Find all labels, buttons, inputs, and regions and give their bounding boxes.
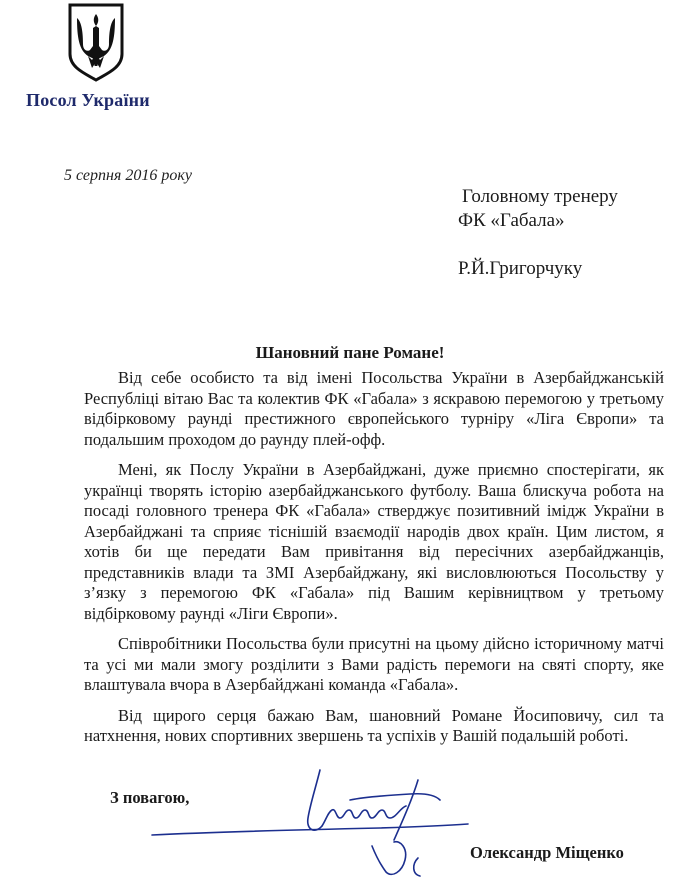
- addressee-line-1: Головному тренеру: [462, 186, 618, 207]
- addressee-line-3: Р.Й.Григорчуку: [458, 258, 583, 279]
- closing-phrase: З повагою,: [110, 788, 190, 807]
- body-paragraph-4: Від щирого серця бажаю Вам, шановний Романе Йосиповичу, сил та натхнення, нових спортивних звершень та успіхів у Вашій подальшій роботі.: [84, 705, 664, 745]
- signer-name: Олександр Міщенко: [470, 843, 624, 862]
- letter-date: 5 серпня 2016 року: [64, 167, 192, 184]
- body-paragraph-2: Мені, як Послу України в Азербайджані, дуже приємно спостерігати, як українці творять історію азербайджанського футболу. Ваша блискуча робота на посаді головного тренера ФК «Габала» стверджує позитивний імідж України в Азербайджані та сприяє тіснішій взаємодії народів двох країн. Цим листом, я хотів би ще передати Вам привітання від пересічних азербайджанців, представників влади та ЗМІ Азербайджану, які висловлюються Посольству у з’язку з перемогою ФК «Габала» під Вашим керівництвом у третьому відбірковому раунді «Ліги Європи».: [84, 460, 664, 623]
- body-paragraph-1: Від себе особисто та від імені Посольства України в Азербайджанській Республіці вітаю Вас та колектив ФК «Габала» з яскравою перемогою у третьому відбірковому раунді престижного європейського турніру «Ліга Європи» та подальшим проходом до раунду плей-офф.: [84, 368, 664, 449]
- letter-body: [84, 368, 664, 757]
- addressee-line-2: ФК «Габала»: [458, 210, 565, 231]
- ukraine-trident-emblem-icon: [66, 2, 126, 82]
- sender-title: Посол України: [26, 90, 150, 110]
- handwritten-signature: [150, 760, 470, 884]
- body-paragraph-3: Співробітники Посольства були присутні на цьому дійсно історичному матчі та усі ми мали змогу розділити з Вами радість перемоги на святі спорту, яке влаштувала вчора в Азербайджані команда «Габала».: [84, 634, 664, 694]
- salutation: Шановний пане Романе!: [255, 343, 445, 362]
